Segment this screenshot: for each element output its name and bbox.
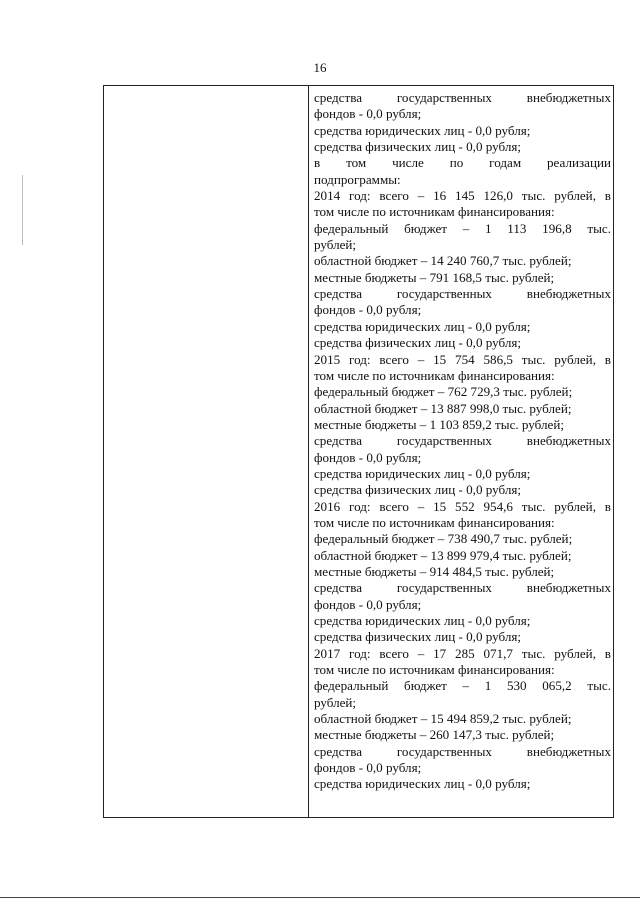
funding-text-line: средства юридических лиц - 0,0 рубля; bbox=[314, 465, 531, 481]
funding-text-line: том числе по источникам финансирования: bbox=[314, 204, 555, 220]
funding-text-line: средства юридических лиц - 0,0 рубля; bbox=[314, 318, 531, 334]
funding-text-line: том числе по источникам финансирования: bbox=[314, 514, 555, 530]
funding-text-line: фондов - 0,0 рубля; bbox=[314, 106, 422, 122]
page-number: 16 bbox=[313, 60, 327, 75]
funding-text-line: средства юридических лиц - 0,0 рубля; bbox=[314, 776, 531, 792]
funding-text-line: средства физических лиц - 0,0 рубля; bbox=[314, 335, 522, 351]
table-label-cell bbox=[104, 86, 309, 817]
scan-mark bbox=[22, 175, 23, 245]
funding-text-line: средства физических лиц - 0,0 рубля; bbox=[314, 482, 522, 498]
funding-text-line: рублей; bbox=[314, 694, 357, 710]
funding-text-line: местные бюджеты – 914 484,5 тыс. рублей; bbox=[314, 563, 555, 579]
funding-text-line: областной бюджет – 13 887 998,0 тыс. рублей; bbox=[314, 400, 572, 416]
funding-text-line: федеральный бюджет – 1 530 065,2 тыс. bbox=[314, 678, 611, 694]
page-bottom-rule bbox=[0, 897, 640, 898]
funding-text-line: областной бюджет – 14 240 760,7 тыс. рублей; bbox=[314, 253, 572, 269]
funding-text-line: рублей; bbox=[314, 237, 357, 253]
funding-text-line: 2014 год: всего – 16 145 126,0 тыс. рублей, в bbox=[314, 188, 611, 204]
table-content-cell bbox=[309, 86, 613, 817]
funding-text-line: местные бюджеты – 1 103 859,2 тыс. рублей; bbox=[314, 416, 565, 432]
funding-text-line: фондов - 0,0 рубля; bbox=[314, 449, 422, 465]
funding-text-line: 2015 год: всего – 15 754 586,5 тыс. рублей, в bbox=[314, 351, 611, 367]
funding-text-line: в том числе по годам реализации bbox=[314, 155, 611, 171]
funding-text-line: подпрограммы: bbox=[314, 171, 401, 187]
funding-table bbox=[103, 85, 614, 818]
funding-text-line: федеральный бюджет – 1 113 196,8 тыс. bbox=[314, 220, 611, 236]
funding-text-line: средства государственных внебюджетных bbox=[314, 433, 611, 449]
funding-text-line: средства государственных внебюджетных bbox=[314, 90, 611, 105]
funding-text-line: средства государственных внебюджетных bbox=[314, 286, 611, 302]
funding-text-line: местные бюджеты – 791 168,5 тыс. рублей; bbox=[314, 269, 555, 285]
funding-text-line: средства государственных внебюджетных bbox=[314, 580, 611, 596]
funding-text-line: средства юридических лиц - 0,0 рубля; bbox=[314, 613, 531, 628]
funding-text-line: областной бюджет – 15 494 859,2 тыс. рублей; bbox=[314, 711, 572, 727]
funding-text-line: средства государственных внебюджетных bbox=[314, 743, 611, 759]
funding-text-line: фондов - 0,0 рубля; bbox=[314, 596, 422, 612]
funding-text-line: средства физических лиц - 0,0 рубля; bbox=[314, 629, 522, 645]
funding-text-line: местные бюджеты – 260 147,3 тыс. рублей; bbox=[314, 727, 555, 743]
funding-text-line: областной бюджет – 13 899 979,4 тыс. рублей; bbox=[314, 547, 572, 563]
funding-text-line: федеральный бюджет – 762 729,3 тыс. рублей; bbox=[314, 384, 573, 400]
funding-text-line: том числе по источникам финансирования: bbox=[314, 662, 555, 678]
funding-text-line: 2017 год: всего – 17 285 071,7 тыс. рублей, в bbox=[314, 645, 611, 661]
funding-text-line: 2016 год: всего – 15 552 954,6 тыс. рублей, в bbox=[314, 498, 611, 514]
funding-text-line: средства физических лиц - 0,0 рубля; bbox=[314, 139, 522, 155]
funding-text-line: федеральный бюджет – 738 490,7 тыс. рублей; bbox=[314, 531, 573, 547]
funding-text-line: том числе по источникам финансирования: bbox=[314, 367, 555, 383]
funding-text-line: фондов - 0,0 рубля; bbox=[314, 302, 422, 318]
funding-text-line: фондов - 0,0 рубля; bbox=[314, 760, 422, 776]
funding-text-line: средства юридических лиц - 0,0 рубля; bbox=[314, 122, 531, 138]
